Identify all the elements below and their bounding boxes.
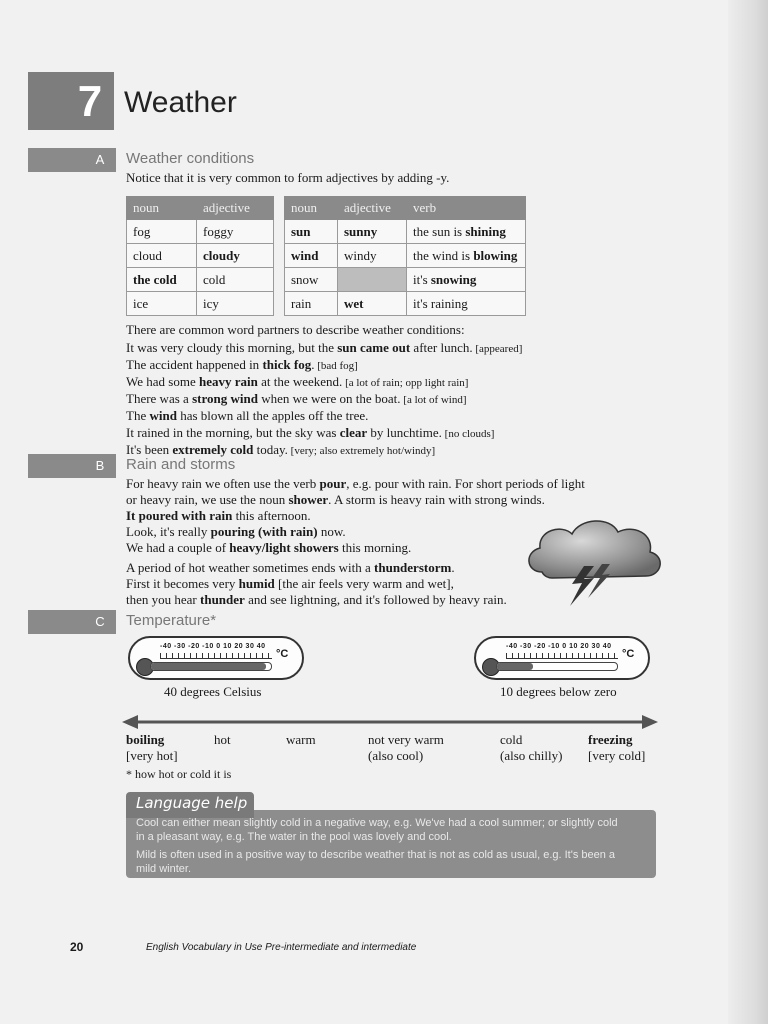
book-title: English Vocabulary in Use Pre-intermediate and intermediate — [146, 942, 417, 953]
page-edge-shadow — [728, 0, 768, 1024]
section-b-text — [126, 476, 585, 608]
noun-adjective-table — [126, 196, 274, 316]
table-header: adjective — [338, 197, 407, 220]
paragraph-line: It poured with rain this afternoon. — [126, 508, 311, 523]
thermometer-scale-label: -40 -30 -20 -10 0 10 20 30 40 — [506, 643, 612, 650]
table-cell-empty — [338, 268, 407, 292]
language-help-line: in a pleasant way, e.g. The water in the pool was lovely and cool. — [136, 831, 452, 843]
table-cell: it's raining — [407, 292, 526, 316]
table-header: verb — [407, 197, 526, 220]
scale-word-cold: cold (also chilly) — [500, 732, 563, 763]
caption-cold: 10 degrees below zero — [500, 684, 617, 699]
table-cell: windy — [338, 244, 407, 268]
thermometer-cold — [474, 636, 650, 680]
example-line: The accident happened in thick fog. [bad fog] — [126, 357, 358, 372]
table-cell: cloudy — [197, 244, 274, 268]
noun-adjective-verb-table — [284, 196, 526, 316]
paragraph-line: Look, it's really pouring (with rain) now. — [126, 524, 346, 539]
table-cell: wet — [338, 292, 407, 316]
table-cell: the wind is blowing — [407, 244, 526, 268]
paragraph-line: For heavy rain we often use the verb pour, e.g. pour with rain. For short periods of light — [126, 476, 585, 491]
temperature-scale-arrow — [120, 712, 660, 732]
table-cell: fog — [127, 220, 197, 244]
language-help-title: Language help — [136, 794, 248, 812]
thermometer-ticks — [506, 653, 618, 659]
storm-cloud-illustration — [522, 510, 668, 610]
example-line: It was very cloudy this morning, but the sun came out after lunch. [appeared] — [126, 340, 523, 355]
thermometer-unit: °C — [276, 648, 289, 660]
table-cell: wind — [285, 244, 338, 268]
example-line: We had some heavy rain at the weekend. [a lot of rain; opp light rain] — [126, 374, 469, 389]
section-c-letter: C — [95, 614, 105, 629]
table-cell: sunny — [338, 220, 407, 244]
scale-word-boiling: boiling [very hot] — [126, 732, 178, 763]
table-cell: snow — [285, 268, 338, 292]
scale-word-hot: hot — [214, 732, 231, 747]
example-line: There was a strong wind when we were on the boat. [a lot of wind] — [126, 391, 467, 406]
table-header: adjective — [197, 197, 274, 220]
language-help-line: Cool can either mean slightly cold in a negative way, e.g. We've had a cool summer; or slightly cold — [136, 817, 618, 829]
thermometer-scale-label: -40 -30 -20 -10 0 10 20 30 40 — [160, 643, 266, 650]
section-b-title: Rain and storms — [126, 456, 236, 473]
thermometer-ticks — [160, 653, 272, 659]
thermometer-tube — [150, 662, 272, 671]
table-cell: the sun is shining — [407, 220, 526, 244]
paragraph-line: First it becomes very humid [the air feels very warm and wet], — [126, 576, 454, 591]
table-cell: cold — [197, 268, 274, 292]
caption-hot: 40 degrees Celsius — [164, 684, 262, 699]
example-line: It rained in the morning, but the sky was clear by lunchtime. [no clouds] — [126, 425, 495, 440]
thermometer-mercury — [497, 663, 533, 670]
language-help-line: Mild is often used in a positive way to describe weather that is not as cold as usual, e.g. It's been a — [136, 849, 616, 861]
table-cell: it's snowing — [407, 268, 526, 292]
paragraph-line: A period of hot weather sometimes ends with a thunderstorm. — [126, 560, 455, 575]
paragraph-line: then you hear thunder and see lightning, and it's followed by heavy rain. — [126, 592, 507, 607]
unit-number: 7 — [77, 77, 103, 126]
table-cell: ice — [127, 292, 197, 316]
paragraph-line: or heavy rain, we use the noun shower. A storm is heavy rain with strong winds. — [126, 492, 545, 507]
section-a-title: Weather conditions — [126, 150, 255, 167]
paragraph-line: We had a couple of heavy/light showers this morning. — [126, 540, 412, 555]
scale-word-freezing: freezing [very cold] — [588, 732, 646, 763]
section-c-title: Temperature* — [126, 612, 217, 629]
scale-word-warm: warm — [286, 732, 316, 747]
language-help-line: mild winter. — [136, 863, 192, 875]
examples-list — [126, 340, 522, 459]
table-header: noun — [127, 197, 197, 220]
cloud-icon — [529, 521, 660, 578]
thermometer-hot — [128, 636, 304, 680]
partners-intro: There are common word partners to describe weather conditions: — [126, 322, 465, 337]
table-cell: the cold — [127, 268, 197, 292]
unit-title: Weather — [124, 86, 237, 119]
table-cell: cloud — [127, 244, 197, 268]
table-cell: foggy — [197, 220, 274, 244]
footnote: * how hot or cold it is — [126, 767, 232, 781]
section-a-intro: Notice that it is very common to form adjectives by adding -y. — [126, 170, 450, 185]
section-a-letter: A — [95, 152, 105, 167]
example-line: It's been extremely cold today. [very; also extremely hot/windy] — [126, 442, 436, 457]
thermometer-unit: °C — [622, 648, 635, 660]
section-b-letter: B — [95, 458, 105, 473]
page-number: 20 — [70, 940, 84, 954]
table-cell: icy — [197, 292, 274, 316]
example-line: The wind has blown all the apples off the tree. — [126, 408, 369, 423]
scale-word-not-very-warm: not very warm (also cool) — [368, 732, 444, 763]
table-header: noun — [285, 197, 338, 220]
thermometer-tube — [496, 662, 618, 671]
table-cell: sun — [285, 220, 338, 244]
table-cell: rain — [285, 292, 338, 316]
thermometer-mercury — [151, 663, 266, 670]
